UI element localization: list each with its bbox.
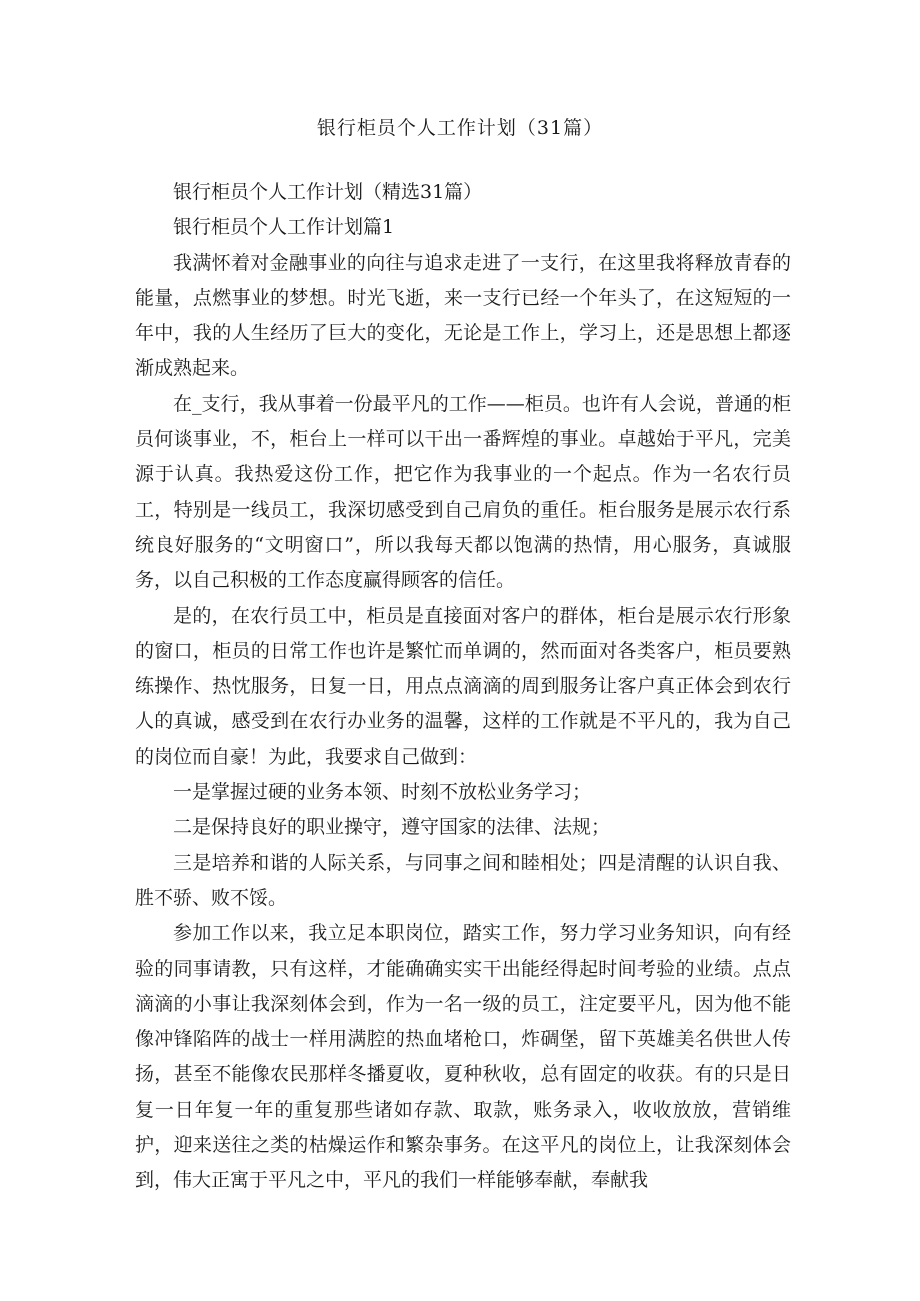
paragraph: 是的，在农行员工中，柜员是直接面对客户的群体，柜台是展示农行形象的窗口，柜员的日常工作也许是繁忙而单调的，然而面对各类客户，柜员要熟练操作、热忱服务，日复一日，用点点滴滴的周到服务让客户真正体会到农行人的真诚，感受到在农行办业务的温馨，这样的工作就是不平凡的，我为自己的岗位而自豪！为此，我要求自己做到：	[135, 604, 791, 768]
paragraph: 参加工作以来，我立足本职岗位，踏实工作，努力学习业务知识，向有经验的同事请教，只有这样，才能确确实实干出能经得起时间考验的业绩。点点滴滴的小事让我深刻体会到，作为一名一级的员工，注定要平凡，因为他不能像冲锋陷阵的战士一样用满腔的热血堵枪口，炸碉堡，留下英雄美名供世人传扬，甚至不能像农民那样冬播夏收，夏种秋收，总有固定的收获。有的只是日复一日年复一年的重复那些诸如存款、取款，账务录入，收收放放，营销维护，迎来送往之类的枯燥运作和繁杂事务。在这平凡的岗位上，让我深刻体会到，伟大正寓于平凡之中，平凡的我们一样能够奉献，奉献我	[135, 922, 791, 1192]
section-heading: 银行柜员个人工作计划篇1	[173, 216, 395, 239]
list-item: 三是培养和谐的人际关系，与同事之间和睦相处；四是清醒的认识自我、胜不骄、败不馁。	[135, 851, 791, 909]
paragraph: 我满怀着对金融事业的向往与追求走进了一支行，在这里我将释放青春的能量，点燃事业的梦想。时光飞逝，来一支行已经一个年头了，在这短短的一年中，我的人生经历了巨大的变化，无论是工作上，学习上，还是思想上都逐渐成熟起来。	[135, 251, 791, 380]
paragraph: 在_支行，我从事着一份最平凡的工作——柜员。也许有人会说，普通的柜员何谈事业，不，柜台上一样可以干出一番辉煌的事业。卓越始于平凡，完美源于认真。我热爱这份工作，把它作为我事业的一个起点。作为一名农行员工，特别是一线员工，我深切感受到自己肩负的重任。柜台服务是展示农行系统良好服务的“文明窗口”，所以我每天都以饱满的热情，用心服务，真诚服务，以自己积极的工作态度赢得顾客的信任。	[135, 392, 791, 592]
list-item: 一是掌握过硬的业务本领、时刻不放松业务学习；	[173, 781, 592, 804]
document-body	[135, 175, 791, 1199]
document-title: 银行柜员个人工作计划（31篇）	[316, 117, 604, 139]
list-item: 二是保持良好的职业操守，遵守国家的法律、法规；	[173, 816, 611, 839]
document-subtitle: 银行柜员个人工作计划（精选31篇）	[173, 181, 483, 203]
